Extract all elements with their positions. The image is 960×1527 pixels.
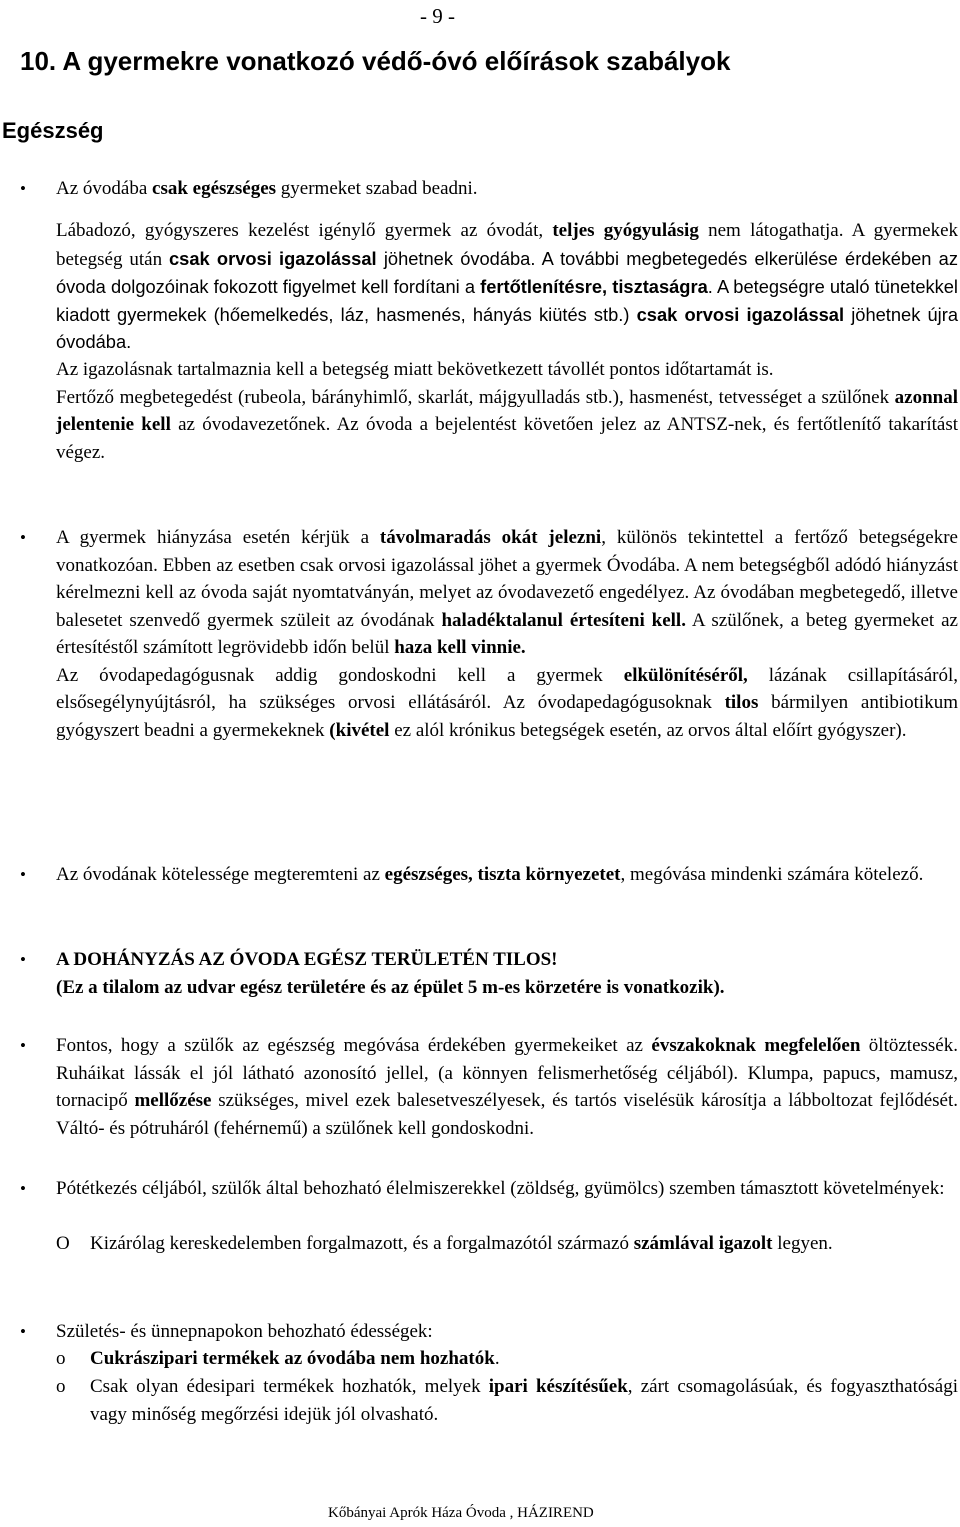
paragraph: Lábadozó, gyógyszeres kezelést igénylő gyermek az óvodát, teljes gyógyulásig nem látogathatja. A gyermekek betegség után csak orvosi igazolással jöhetnek óvodába. A további megbetegedés elkerülése érdekében az óvoda dolgozóinak fokozott figyelmet kell fordítani a fertőtlenítésre, tisztaságra. A betegségre utaló tünetekkel kiadott gyermekek (hőemelkedés, láz, hasmenés, hányás kiütés stb.) csak orvosi igazolással jöhetnek újra óvodába. (56, 220, 958, 352)
bullet-icon: • (20, 950, 26, 969)
bullet-item-smoking (20, 946, 958, 1001)
bullet-icon: • (20, 1179, 26, 1198)
paragraph: Cukrászipari termékek az óvodába nem hozhatók. (90, 1348, 500, 1369)
page-number: - 9 - (420, 4, 455, 28)
bullet-icon: • (20, 528, 26, 547)
bullet-icon: • (20, 179, 26, 198)
bullet-icon: • (20, 1036, 26, 1055)
paragraph-recovery (56, 216, 958, 356)
sub-item-confectionery (56, 1345, 958, 1373)
circle-bullet-icon: o (56, 1376, 66, 1397)
chapter-title: 10. A gyermekre vonatkozó védő-óvó előírások szabályok (20, 46, 731, 76)
paragraph: Kizárólag kereskedelemben forgalmazott, és a forgalmazótól származó számlával igazolt legyen. (90, 1233, 833, 1254)
paragraph: Az óvodapedagógusnak addig gondoskodni kell a gyermek elkülönítéséről, lázának csillapításáról, elsősegélynyújtásról, ha szükséges orvosi ellátásáról. Az óvodapedagógusoknak tilos bármilyen antibiotikum gyógyszert beadni a gyermekeknek (kivétel ez alól krónikus betegségek esetén, az orvos által előírt gyógyszer). (56, 664, 958, 741)
circle-bullet-icon: o (56, 1348, 66, 1369)
paragraph: Csak olyan édesipari termékek hozhatók, melyek ipari készítésűek, zárt csomagolásúak, és fogyaszthatósági vagy minőség megőrzési idejük jól olvasható. (90, 1376, 958, 1425)
circle-bullet-icon: O (56, 1233, 70, 1254)
bullet-icon: • (20, 865, 26, 884)
paragraph: Fontos, hogy a szülők az egészség megóvása érdekében gyermekeiket az évszakoknak megfelelően öltöztessék. Ruháikat lássák el jól látható azonosító jellel, (a könnyen felismerhetőség céljából). Klumpa, papucs, mamusz, tornacipő mellőzése szükséges, mivel ezek balesetveszélyesek, és tartós viselésük károsítja a lábboltozat fejlődését. Váltó- és pótruháról (fehérnemű) a szülőnek kell gondoskodni. (56, 1035, 958, 1139)
paragraph: Az óvodába csak egészséges gyermeket szabad beadni. (56, 178, 478, 199)
paragraph: Az óvodának kötelessége megteremteni az egészséges, tiszta környezetet, megóvása mindenki számára kötelező. (56, 864, 924, 885)
sub-item-industrial-sweets (56, 1373, 958, 1428)
bullet-item-environment (20, 861, 958, 889)
paragraph: Az igazolásnak tartalmaznia kell a betegség miatt bekövetkezett távollét pontos időtartamát is. (56, 359, 774, 380)
bullet-item-absence (20, 524, 958, 744)
bullet-icon: • (20, 1322, 26, 1341)
paragraph: Fertőző megbetegedést (rubeola, bárányhimlő, skarlát, májgyulladás stb.), hasmenést, tetvességet a szülőnek azonnal jelentenie kell az óvodavezetőnek. Az óvoda a bejelentést követően jelez az ANTSZ-nek, és fertőtlenítő takarítást végez. (56, 386, 959, 463)
bullet-item-clothing (20, 1032, 958, 1142)
paragraph-certificate (56, 356, 958, 466)
paragraph: Születés- és ünnepnapokon behozható édességek: (56, 1321, 433, 1342)
smoking-ban: A DOHÁNYZÁS AZ ÓVODA EGÉSZ TERÜLETÉN TILOS! (56, 949, 558, 970)
paragraph: Pótétkezés céljából, szülők által behozható élelmiszerekkel (zöldség, gyümölcs) szemben támasztott követelmények: (56, 1178, 945, 1199)
paragraph: A gyermek hiányzása esetén kérjük a távolmaradás okát jelezni, különös tekintettel a fertőző betegségekre vonatkozóan. Ebben az esetben csak orvosi igazolással jöhet a gyermek Óvodába. A nem betegségből adódó hiányzást kérelmezni kell az óvoda saját nyomtatványán, melyet az óvodavezető engedélyez. Az óvodában megbetegedő, illetve balesetet szenvedő gyermek szüleit az óvodának haladéktalanul értesíteni kell. A szülőnek, a beteg gyermeket az értesítéstől számított legrövidebb időn belül haza kell vinnie. (56, 527, 958, 658)
sub-item-invoice (56, 1230, 958, 1258)
section-heading: Egészség (2, 118, 104, 143)
bullet-item-healthy-children (20, 175, 958, 203)
footer: Kőbányai Aprók Háza Óvoda , HÁZIREND (328, 1505, 594, 1521)
bullet-item-sweets (20, 1318, 958, 1346)
smoking-ban-note: (Ez a tilalom az udvar egész területére és az épület 5 m-es körzetére is vonatkozik). (56, 976, 725, 998)
bullet-item-snacks (20, 1175, 958, 1203)
